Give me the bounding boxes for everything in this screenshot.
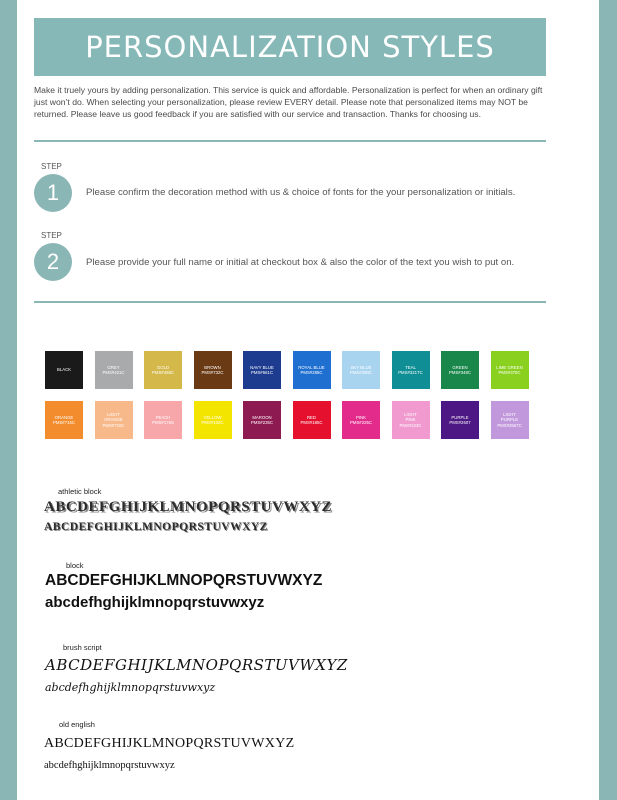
- intro-paragraph: Make it truely yours by adding personalization. This service is quick and affordable. Personalization is perfect for when an ordinary gift just won’t do. When selecting your personalization, please review EVERY detail. Please note that personalized items may NOT be returned. Please leave us good feedback if you are satisfied with our service and transaction. Thanks for choosing us.: [34, 85, 543, 119]
- color-swatch: PURPLE PMS#2607: [441, 401, 479, 439]
- color-swatch: GREY PMS#421C: [95, 351, 133, 389]
- step-2-text: Please provide your full name or initial at checkout box & also the color of the text you wish to put on.: [86, 257, 515, 268]
- step-1-number: 1: [34, 174, 72, 212]
- color-swatch: LIGHT PINK PMS#223C: [392, 401, 430, 439]
- color-swatch: LIME GREEN PMS#375C: [491, 351, 529, 389]
- color-swatch: PEACH PMS#176S: [144, 401, 182, 439]
- color-swatch: BROWN PMS#732C: [194, 351, 232, 389]
- step-2-number: 2: [34, 243, 72, 281]
- font-sample-brush-upper: ABCDEFGHIJKLMNOPQRSTUVWXYZ: [45, 656, 348, 674]
- font-sample-old-english-lower: abcdefhghijklmnopqrstuvwxyz: [44, 760, 175, 771]
- color-swatch: GREEN PMS#348C: [441, 351, 479, 389]
- font-sample-block-lower: abcdefhghijklmnopqrstuvwxyz: [45, 594, 265, 611]
- color-swatch: GOLD PMS#458C: [144, 351, 182, 389]
- color-swatch: ROYAL BLUE PMS#285C: [293, 351, 331, 389]
- font-sample-block-upper: ABCDEFGHIJKLMNOPQRSTUVWXYZ: [45, 572, 323, 589]
- color-swatch: BLACK: [45, 351, 83, 389]
- font-label-athletic-block: athletic block: [58, 487, 102, 496]
- step-1-text: Please confirm the decoration method with us & choice of fonts for the your personalization or initials.: [86, 187, 516, 198]
- divider-bottom: [34, 301, 546, 303]
- divider-top: [34, 140, 546, 142]
- color-swatch: MAROON PMS#235C: [243, 401, 281, 439]
- color-swatch: ORANGE PMS#715C: [45, 401, 83, 439]
- color-swatch: RED PMS#185C: [293, 401, 331, 439]
- color-swatch: TEAL PMS#321TC: [392, 351, 430, 389]
- color-swatch: LIGHT ORANGE PMS#715C: [95, 401, 133, 439]
- title-banner: [34, 18, 546, 76]
- color-swatch-grid: [45, 351, 533, 439]
- color-swatch: SKY BLUE PMS#290C: [342, 351, 380, 389]
- color-swatch: LIGHT PURPLE PMS#2567C: [491, 401, 529, 439]
- font-label-old-english: old english: [59, 720, 95, 729]
- font-sample-athletic-lower: ABCDEFGHIJKLMNOPQRSTUVWXYZ: [44, 521, 268, 533]
- step-1-label: STEP: [41, 162, 62, 171]
- font-sample-old-english-upper: ABCDEFGHIJKLMNOPQRSTUVWXYZ: [44, 736, 295, 751]
- step-2-label: STEP: [41, 231, 62, 240]
- font-label-block: block: [66, 561, 84, 570]
- font-sample-athletic-upper: ABCDEFGHIJKLMNOPQRSTUVWXYZ: [44, 499, 333, 515]
- color-swatch: PINK PMS#225C: [342, 401, 380, 439]
- page-title: PERSONALIZATION STYLES: [85, 30, 495, 64]
- font-sample-brush-lower: abcdefhghijklmnopqrstuvwxyz: [45, 681, 216, 694]
- font-label-brush-script: brush script: [63, 643, 102, 652]
- color-swatch: NAVY BLUE PMS#661C: [243, 351, 281, 389]
- color-swatch: YELLOW PMS#102C: [194, 401, 232, 439]
